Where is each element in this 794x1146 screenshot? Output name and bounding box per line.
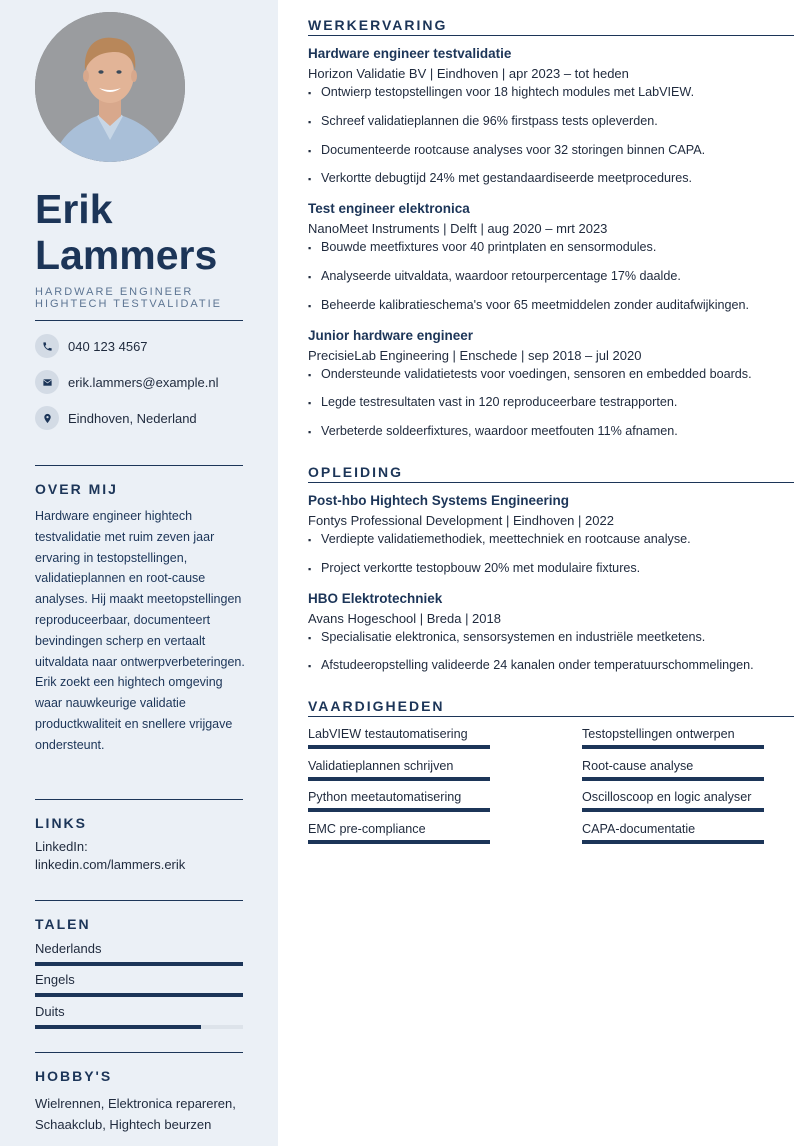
divider — [35, 465, 243, 466]
job-bullet: ▪ Verkortte debugtijd 24% met gestandaardiseerde meetprocedures. — [308, 171, 693, 185]
full-name — [35, 186, 255, 278]
education-title: Post-hbo Hightech Systems Engineering — [308, 493, 570, 508]
job-role — [35, 286, 245, 310]
skill-label: EMC pre-compliance — [308, 822, 426, 836]
skill-bar — [308, 840, 490, 844]
bullet-text: Verbeterde soldeerfixtures, waardoor meetfouten 11% afnamen. — [321, 424, 678, 438]
last-name: Lammers — [35, 232, 218, 278]
bullet-text: Ondersteunde validatietests voor voedingen, sensoren en embedded boards. — [321, 367, 752, 381]
job-meta: NanoMeet Instruments | Delft | aug 2020 – mrt 2023 — [308, 221, 608, 236]
skill-label: CAPA-documentatie — [582, 822, 696, 836]
job-bullet: ▪ Beheerde kalibratieschema's voor 65 meetmiddelen zonder auditafwijkingen. — [308, 298, 750, 312]
job-meta: PrecisieLab Engineering | Enschede | sep 2018 – jul 2020 — [308, 348, 642, 363]
linkedin-label: LinkedIn: — [35, 839, 88, 854]
education-bullet: ▪ Verdiepte validatiemethodiek, meettechniek en rootcause analyse. — [308, 532, 691, 546]
job-bullet: ▪ Documenteerde rootcause analyses voor 32 storingen binnen CAPA. — [308, 143, 706, 157]
skill-bar — [308, 808, 490, 812]
language-level-fill — [35, 993, 243, 997]
job-bullet: ▪ Ondersteunde validatietests voor voedingen, sensoren en embedded boards. — [308, 367, 752, 381]
job-bullet: ▪ Schreef validatieplannen die 96% firstpass tests opleverden. — [308, 114, 658, 128]
hobbies-line: Wielrennen, Elektronica repareren, — [35, 1096, 236, 1111]
job-title: Hardware engineer testvalidatie — [308, 46, 512, 61]
education-meta: Fontys Professional Development | Eindhoven | 2022 — [308, 513, 614, 528]
language-level-bar — [35, 993, 243, 997]
bullet-text: Beheerde kalibratieschema's voor 65 meetmiddelen zonder auditafwijkingen. — [321, 298, 750, 312]
bullet-text: Bouwde meetfixtures voor 40 printplaten en sensormodules. — [321, 240, 657, 254]
role-line-2: HIGHTECH TESTVALIDATIE — [35, 298, 223, 310]
experience-heading: WERKERVARING — [308, 16, 794, 36]
skill-item — [308, 759, 490, 781]
job-title: Test engineer elektronica — [308, 201, 470, 216]
language-name: Duits — [35, 1004, 65, 1019]
job-title: Junior hardware engineer — [308, 328, 474, 343]
bullet-text: Ontwierp testopstellingen voor 18 hightech modules met LabVIEW. — [321, 85, 695, 99]
divider — [35, 1052, 243, 1053]
education-bullet: ▪ Specialisatie elektronica, sensorsystemen en industriële meetketens. — [308, 630, 706, 644]
language-level-bar — [35, 962, 243, 966]
skill-bar — [308, 777, 490, 781]
skill-item — [582, 759, 764, 781]
job-meta: Horizon Validatie BV | Eindhoven | apr 2023 – tot heden — [308, 66, 629, 81]
skills-heading: VAARDIGHEDEN — [308, 697, 794, 717]
phone-number: 040 123 4567 — [68, 338, 148, 354]
skill-label: Root-cause analyse — [582, 759, 694, 773]
skill-label: Testopstellingen ontwerpen — [582, 727, 735, 741]
about-text: Hardware engineer hightech testvalidatie met ruim zeven jaar ervaring in testopstellingen, validatieplannen en root-cause analyses. Hij maakt meetopstellingen reproduceerbaar, documenteert bevindingen scherp en vertaalt uitvaldata naar ontwerpverbeteringen. Erik zoekt een hightech omgeving waar nauwkeurige validatie productkwaliteit en snellere vrijgave ondersteunt. — [35, 509, 245, 752]
hobbies-text — [35, 1093, 245, 1135]
contact-location — [35, 406, 197, 430]
contact-email — [35, 370, 218, 394]
language-level-fill — [35, 1025, 201, 1029]
education-heading: OPLEIDING — [308, 463, 794, 483]
bullet-text: Schreef validatieplannen die 96% firstpass tests opleverden. — [321, 114, 658, 128]
phone-icon — [35, 334, 59, 358]
about-heading: OVER MIJ — [35, 481, 118, 497]
contact-phone — [35, 334, 148, 358]
skill-item — [308, 727, 490, 749]
first-name: Erik — [35, 186, 113, 232]
skill-bar — [582, 745, 764, 749]
links-list — [35, 838, 245, 874]
skill-item — [582, 727, 764, 749]
mail-icon — [35, 370, 59, 394]
job-bullet: ▪ Ontwierp testopstellingen voor 18 hightech modules met LabVIEW. — [308, 85, 695, 99]
education-meta: Avans Hogeschool | Breda | 2018 — [308, 611, 501, 626]
job-bullet: ▪ Analyseerde uitvaldata, waardoor retourpercentage 17% daalde. — [308, 269, 681, 283]
divider — [35, 799, 243, 800]
job-bullet: ▪ Legde testresultaten vast in 120 reproduceerbare testrapporten. — [308, 395, 678, 409]
languages-heading: TALEN — [35, 916, 91, 932]
skill-item — [582, 790, 764, 812]
skill-bar — [582, 840, 764, 844]
role-line-1: HARDWARE ENGINEER — [35, 286, 194, 298]
bullet-text: Legde testresultaten vast in 120 reproduceerbare testrapporten. — [321, 395, 678, 409]
language-level-fill — [35, 962, 243, 966]
location-pin-icon — [35, 406, 59, 430]
bullet-text: Project verkortte testopbouw 20% met modulaire fixtures. — [321, 561, 641, 575]
education-bullet: ▪ Project verkortte testopbouw 20% met modulaire fixtures. — [308, 561, 641, 575]
location-text: Eindhoven, Nederland — [68, 410, 197, 426]
linkedin-link[interactable]: linkedin.com/lammers.erik — [35, 857, 186, 872]
language-item — [35, 972, 243, 997]
email-address[interactable]: erik.lammers@example.nl — [68, 374, 219, 390]
language-item — [35, 1004, 243, 1029]
language-item — [35, 941, 243, 966]
skill-label: LabVIEW testautomatisering — [308, 727, 468, 741]
job-bullet: ▪ Bouwde meetfixtures voor 40 printplaten en sensormodules. — [308, 240, 657, 254]
bullet-text: Afstudeeropstelling valideerde 24 kanalen onder temperatuurschommelingen. — [321, 658, 754, 672]
skill-item — [308, 790, 490, 812]
divider — [35, 320, 243, 321]
skill-bar — [308, 745, 490, 749]
links-heading: LINKS — [35, 815, 87, 831]
bullet-text: Documenteerde rootcause analyses voor 32 storingen binnen CAPA. — [321, 143, 706, 157]
education-bullet: ▪ Afstudeeropstelling valideerde 24 kanalen onder temperatuurschommelingen. — [308, 658, 754, 672]
profile-photo-illustration — [35, 12, 185, 162]
language-name: Nederlands — [35, 941, 102, 956]
bullet-text: Verdiepte validatiemethodiek, meettechniek en rootcause analyse. — [321, 532, 691, 546]
skill-label: Validatieplannen schrijven — [308, 759, 454, 773]
skill-bar — [582, 808, 764, 812]
skill-item — [582, 822, 764, 844]
bullet-text: Specialisatie elektronica, sensorsystemen en industriële meetketens. — [321, 630, 706, 644]
hobbies-line: Schaakclub, Hightech beurzen — [35, 1117, 212, 1132]
language-level-bar — [35, 1025, 243, 1029]
education-title: HBO Elektrotechniek — [308, 591, 443, 606]
skill-item — [308, 822, 490, 844]
skill-label: Python meetautomatisering — [308, 790, 462, 804]
job-bullet: ▪ Verbeterde soldeerfixtures, waardoor meetfouten 11% afnamen. — [308, 424, 678, 438]
hobbies-heading: HOBBY'S — [35, 1068, 113, 1084]
profile-photo — [35, 12, 185, 162]
divider — [35, 900, 243, 901]
skill-label: Oscilloscoop en logic analyser — [582, 790, 752, 804]
bullet-text: Analyseerde uitvaldata, waardoor retourpercentage 17% daalde. — [321, 269, 681, 283]
language-name: Engels — [35, 972, 75, 987]
bullet-text: Verkortte debugtijd 24% met gestandaardiseerde meetprocedures. — [321, 171, 693, 185]
skill-bar — [582, 777, 764, 781]
